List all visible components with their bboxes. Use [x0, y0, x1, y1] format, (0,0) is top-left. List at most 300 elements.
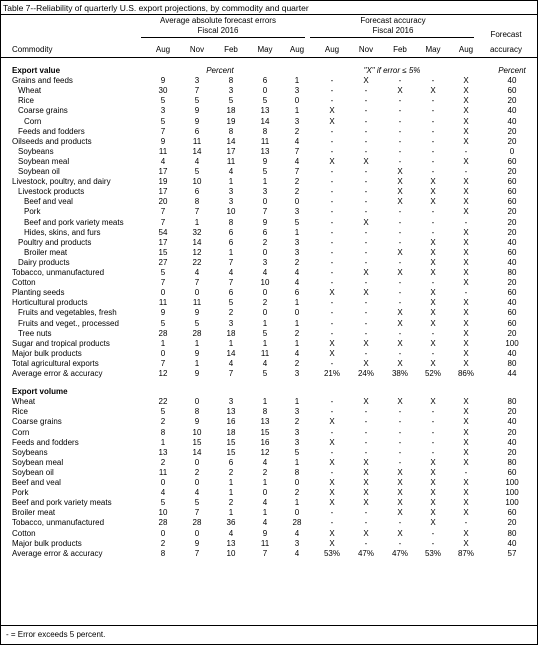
- error-cell: 7: [160, 207, 166, 217]
- error-cell: 4: [262, 358, 268, 368]
- error-cell: 1: [228, 478, 234, 487]
- error-cell: 15: [158, 247, 168, 257]
- error-cell: 14: [192, 237, 202, 247]
- accuracy-cell: -: [398, 407, 402, 417]
- error-cell: 13: [226, 538, 236, 548]
- error-cell: 13: [260, 417, 270, 427]
- row-label: Grains and feeds: [12, 76, 73, 86]
- accuracy-cell: X: [397, 197, 403, 207]
- error-cell: 54: [158, 227, 168, 237]
- accuracy-cell: X: [397, 167, 403, 176]
- error-cell: 1: [228, 177, 234, 187]
- forecast-accuracy-cell: 60: [507, 467, 517, 477]
- error-cell: 4: [228, 528, 234, 538]
- accuracy-cell: -: [398, 457, 402, 467]
- accuracy-cell: X: [397, 467, 403, 477]
- accuracy-cell: -: [330, 447, 334, 457]
- row-label: Fruits and vegetables, fresh: [18, 308, 117, 318]
- forecast-accuracy-cell: 40: [507, 437, 517, 447]
- error-cell: 6: [228, 288, 234, 298]
- title-rule: [0, 14, 538, 15]
- accuracy-cell: -: [431, 207, 435, 217]
- accuracy-cell: X: [397, 397, 403, 407]
- row-label: Cotton: [12, 528, 36, 538]
- row-label: Livestock products: [18, 187, 85, 197]
- error-cell: 0: [160, 288, 166, 298]
- error-cell: 16: [226, 417, 236, 427]
- error-cell: 8: [194, 407, 200, 417]
- accuracy-cell: X: [430, 457, 436, 467]
- accuracy-cell: X: [430, 467, 436, 477]
- forecast-accuracy-cell: 57: [507, 548, 517, 558]
- row-label: Livestock, poultry, and dairy: [12, 177, 111, 187]
- row-label: Soybean meal: [12, 457, 64, 467]
- accuracy-cell: -: [330, 86, 334, 96]
- error-cell: 3: [294, 86, 300, 96]
- accuracy-cell: -: [398, 538, 402, 548]
- error-cell: 11: [226, 156, 236, 166]
- month-heading-acc-3: May: [425, 45, 441, 54]
- error-cell: 18: [226, 328, 236, 338]
- row-label: Tobacco, unmanufactured: [12, 268, 105, 277]
- forecast-accuracy-cell: 60: [507, 308, 517, 318]
- forecast-accuracy-cell: 20: [507, 278, 517, 288]
- error-cell: 5: [160, 498, 166, 508]
- error-cell: 28: [158, 518, 168, 528]
- accuracy-cell: X: [430, 508, 436, 518]
- accuracy-cell: X: [463, 427, 469, 437]
- error-cell: 13: [260, 106, 270, 116]
- accuracy-cell: X: [463, 478, 469, 487]
- forecast-accuracy-cell: 20: [507, 96, 517, 106]
- error-cell: 0: [294, 96, 300, 106]
- error-cell: 0: [294, 308, 300, 318]
- error-cell: 6: [294, 288, 300, 298]
- month-heading-acc-1: Nov: [358, 45, 374, 54]
- accuracy-cell: X: [463, 247, 469, 257]
- error-cell: 10: [192, 177, 202, 187]
- accuracy-cell: -: [364, 538, 368, 548]
- error-cell: 2: [294, 257, 300, 267]
- error-cell: 1: [294, 227, 300, 237]
- error-cell: 6: [228, 237, 234, 247]
- forecast-accuracy-cell: 60: [507, 86, 517, 96]
- forecast-accuracy-cell: 20: [507, 407, 517, 417]
- accuracy-cell: -: [364, 177, 368, 187]
- error-cell: 1: [294, 298, 300, 308]
- error-cell: 0: [262, 488, 268, 498]
- error-cell: 10: [158, 508, 168, 518]
- error-cell: 7: [194, 508, 200, 518]
- error-cell: 2: [294, 328, 300, 338]
- forecast-accuracy-cell: 40: [507, 298, 517, 308]
- error-cell: 36: [226, 518, 236, 528]
- accuracy-cell: -: [431, 227, 435, 237]
- error-cell: 3: [228, 86, 234, 96]
- accuracy-cell: X: [463, 197, 469, 207]
- error-cell: 17: [158, 237, 168, 247]
- accuracy-cell: X: [329, 106, 335, 116]
- accuracy-cell: X: [430, 308, 436, 318]
- accuracy-cell: -: [464, 467, 468, 477]
- accuracy-cell: -: [364, 308, 368, 318]
- error-cell: 6: [262, 227, 268, 237]
- error-cell: 19: [158, 177, 168, 187]
- accuracy-cell: X: [329, 417, 335, 427]
- accuracy-cell: 47%: [391, 548, 408, 558]
- accuracy-cell: -: [330, 268, 334, 277]
- forecast-accuracy-cell: 60: [507, 247, 517, 257]
- row-label: Corn: [24, 116, 42, 126]
- forecast-accuracy-cell: 40: [507, 106, 517, 116]
- accuracy-cell: X: [329, 538, 335, 548]
- error-cell: 8: [262, 407, 268, 417]
- accuracy-cell: X: [363, 467, 369, 477]
- accuracy-cell: -: [330, 407, 334, 417]
- row-label: Oilseeds and products: [12, 136, 92, 146]
- accuracy-cell: X: [463, 397, 469, 407]
- error-cell: 11: [192, 298, 202, 308]
- accuracy-cell: X: [397, 86, 403, 96]
- error-cell: 1: [228, 338, 234, 348]
- accuracy-cell: X: [363, 268, 369, 277]
- accuracy-cell: -: [330, 167, 334, 176]
- error-cell: 5: [160, 318, 166, 328]
- accuracy-cell: 53%: [424, 548, 441, 558]
- error-cell: 3: [294, 437, 300, 447]
- errors-group-rule: [141, 37, 305, 38]
- error-cell: 27: [158, 257, 168, 267]
- accuracy-cell: -: [398, 116, 402, 126]
- row-label: Beef and pork variety meats: [24, 217, 124, 227]
- error-cell: 5: [160, 96, 166, 106]
- forecast-accuracy-cell: 20: [507, 126, 517, 136]
- error-cell: 3: [294, 407, 300, 417]
- accuracy-cell: -: [431, 407, 435, 417]
- accuracy-cell: X: [463, 407, 469, 417]
- accuracy-cell: -: [364, 407, 368, 417]
- accuracy-cell: -: [330, 197, 334, 207]
- error-cell: 10: [260, 278, 270, 288]
- error-cell: 2: [294, 358, 300, 368]
- row-label: Soybean oil: [18, 167, 60, 176]
- error-cell: 4: [294, 548, 300, 558]
- accuracy-cell: X: [463, 126, 469, 136]
- accuracy-cell: X: [463, 457, 469, 467]
- forecast-accuracy-cell: 40: [507, 257, 517, 267]
- accuracy-cell: -: [330, 467, 334, 477]
- accuracy-cell: -: [330, 96, 334, 106]
- accuracy-cell: 38%: [391, 369, 408, 378]
- accuracy-cell: X: [329, 528, 335, 538]
- error-cell: 32: [192, 227, 202, 237]
- error-cell: 8: [228, 76, 234, 86]
- error-cell: 3: [228, 187, 234, 197]
- forecast-accuracy-cell: 40: [507, 237, 517, 247]
- error-cell: 4: [194, 268, 200, 277]
- error-cell: 7: [160, 217, 166, 227]
- accuracy-cell: -: [464, 167, 468, 176]
- row-label: Pork: [24, 207, 41, 217]
- error-cell: 15: [260, 427, 270, 437]
- error-cell: 6: [262, 76, 268, 86]
- accuracy-cell: -: [398, 96, 402, 106]
- accuracy-cell: X: [397, 488, 403, 498]
- forecast-accuracy-cell: 40: [507, 348, 517, 358]
- accuracy-cell: X: [430, 288, 436, 298]
- accuracy-cell: X: [363, 288, 369, 298]
- accuracy-cell: X: [463, 318, 469, 328]
- accuracy-cell: -: [364, 126, 368, 136]
- error-cell: 20: [158, 197, 168, 207]
- error-cell: 3: [262, 187, 268, 197]
- error-cell: 14: [226, 136, 236, 146]
- accuracy-cell: X: [329, 338, 335, 348]
- accuracy-cell: -: [398, 76, 402, 86]
- accuracy-cell: X: [463, 447, 469, 457]
- error-cell: 1: [294, 106, 300, 116]
- accuracy-cell: X: [463, 237, 469, 247]
- accuracy-cell: X: [397, 338, 403, 348]
- error-cell: 5: [194, 498, 200, 508]
- month-heading-acc-2: Feb: [393, 45, 407, 54]
- error-cell: 12: [260, 447, 270, 457]
- accuracy-cell: X: [329, 457, 335, 467]
- row-label: Feeds and fodders: [12, 437, 79, 447]
- error-cell: 1: [194, 217, 200, 227]
- accuracy-cell: X: [463, 437, 469, 447]
- error-cell: 7: [228, 278, 234, 288]
- accuracy-cell: X: [463, 328, 469, 338]
- accuracy-cell: -: [398, 217, 402, 227]
- error-cell: 11: [158, 298, 168, 308]
- month-heading-err-0: Aug: [155, 45, 171, 54]
- row-label: Coarse grains: [18, 106, 68, 116]
- accuracy-group-rule: [310, 37, 474, 38]
- accuracy-cell: 52%: [424, 369, 441, 378]
- accuracy-cell: X: [397, 308, 403, 318]
- error-cell: 9: [194, 348, 200, 358]
- error-cell: 4: [262, 518, 268, 528]
- error-cell: 8: [294, 467, 300, 477]
- accuracy-cell: X: [363, 457, 369, 467]
- accuracy-cell: X: [463, 348, 469, 358]
- row-label: Wheat: [18, 86, 42, 96]
- forecast-accuracy-cell: 20: [507, 167, 517, 176]
- accuracy-cell: -: [398, 136, 402, 146]
- accuracy-cell: X: [363, 156, 369, 166]
- error-cell: 2: [160, 538, 166, 548]
- units-errors: Percent: [206, 66, 234, 75]
- error-cell: 4: [194, 156, 200, 166]
- error-cell: 22: [192, 257, 202, 267]
- forecast-accuracy-cell: 80: [507, 268, 517, 277]
- month-heading-err-4: Aug: [289, 45, 305, 54]
- accuracy-cell: X: [430, 177, 436, 187]
- forecast-accuracy-cell: 100: [505, 488, 519, 498]
- error-cell: 17: [158, 167, 168, 176]
- error-cell: 4: [294, 268, 300, 277]
- error-cell: 0: [160, 528, 166, 538]
- accuracy-cell: X: [463, 227, 469, 237]
- accuracy-cell: -: [398, 328, 402, 338]
- row-label: Major bulk products: [12, 538, 82, 548]
- accuracy-cell: X: [463, 498, 469, 508]
- error-cell: 4: [228, 358, 234, 368]
- error-cell: 9: [194, 417, 200, 427]
- forecast-accuracy-cell: 44: [507, 369, 517, 378]
- accuracy-cell: 87%: [457, 548, 474, 558]
- forecast-accuracy-cell: 20: [507, 207, 517, 217]
- accuracy-cell: 21%: [323, 369, 340, 378]
- accuracy-cell: -: [330, 278, 334, 288]
- error-cell: 1: [294, 457, 300, 467]
- error-cell: 2: [194, 467, 200, 477]
- accuracy-cell: -: [398, 106, 402, 116]
- accuracy-cell: -: [431, 146, 435, 156]
- accuracy-cell: -: [330, 126, 334, 136]
- error-cell: 11: [158, 467, 168, 477]
- accuracy-cell: X: [463, 106, 469, 116]
- accuracy-cell: -: [364, 86, 368, 96]
- accuracy-cell: -: [364, 207, 368, 217]
- accuracy-cell: X: [363, 488, 369, 498]
- error-cell: 7: [194, 207, 200, 217]
- accuracy-cell: X: [430, 518, 436, 528]
- error-cell: 9: [194, 116, 200, 126]
- error-cell: 4: [262, 457, 268, 467]
- forecast-accuracy-cell: 20: [507, 427, 517, 437]
- accuracy-cell: -: [330, 146, 334, 156]
- accuracy-cell: -: [330, 187, 334, 197]
- accuracy-cell: X: [397, 358, 403, 368]
- error-cell: 3: [194, 76, 200, 86]
- forecast-accuracy-cell: 60: [507, 197, 517, 207]
- accuracy-cell: X: [329, 156, 335, 166]
- error-cell: 4: [228, 167, 234, 176]
- row-label: Broiler meat: [12, 508, 56, 518]
- error-cell: 7: [294, 167, 300, 176]
- error-cell: 2: [294, 126, 300, 136]
- accuracy-cell: X: [463, 268, 469, 277]
- accuracy-cell: X: [329, 348, 335, 358]
- row-label: Broiler meat: [24, 247, 68, 257]
- accuracy-cell: X: [397, 177, 403, 187]
- error-cell: 28: [292, 518, 302, 528]
- error-cell: 18: [226, 106, 236, 116]
- error-cell: 1: [294, 338, 300, 348]
- error-cell: 3: [294, 116, 300, 126]
- row-label: Dairy products: [18, 257, 70, 267]
- accuracy-cell: X: [397, 508, 403, 518]
- accuracy-cell: X: [430, 478, 436, 487]
- error-cell: 14: [226, 348, 236, 358]
- error-cell: 2: [294, 417, 300, 427]
- accuracy-cell: X: [363, 397, 369, 407]
- error-cell: 1: [294, 318, 300, 328]
- accuracy-cell: X: [363, 76, 369, 86]
- accuracy-cell: X: [463, 538, 469, 548]
- error-cell: 13: [158, 447, 168, 457]
- error-cell: 17: [158, 187, 168, 197]
- accuracy-cell: X: [363, 528, 369, 538]
- error-cell: 8: [194, 197, 200, 207]
- accuracy-cell: -: [330, 136, 334, 146]
- accuracy-cell: X: [463, 338, 469, 348]
- accuracy-cell: X: [397, 247, 403, 257]
- forecast-accuracy-cell: 0: [509, 146, 515, 156]
- accuracy-cell: X: [329, 288, 335, 298]
- error-cell: 1: [262, 478, 268, 487]
- error-cell: 10: [226, 548, 236, 558]
- forecast-accuracy-cell: 20: [507, 447, 517, 457]
- error-cell: 4: [228, 268, 234, 277]
- error-cell: 14: [192, 146, 202, 156]
- accuracy-cell: X: [463, 488, 469, 498]
- error-cell: 1: [262, 318, 268, 328]
- error-cell: 5: [262, 96, 268, 106]
- accuracy-cell: -: [330, 427, 334, 437]
- accuracy-cell: -: [398, 227, 402, 237]
- error-cell: 9: [194, 369, 200, 378]
- error-cell: 5: [160, 268, 166, 277]
- error-cell: 4: [294, 156, 300, 166]
- error-cell: 2: [160, 417, 166, 427]
- error-cell: 0: [262, 86, 268, 96]
- accuracy-cell: X: [430, 86, 436, 96]
- error-cell: 4: [262, 498, 268, 508]
- error-cell: 4: [262, 268, 268, 277]
- error-cell: 3: [294, 427, 300, 437]
- units-forecast: Percent: [498, 66, 526, 75]
- accuracy-cell: -: [364, 328, 368, 338]
- accuracy-cell: -: [464, 146, 468, 156]
- accuracy-cell: -: [364, 136, 368, 146]
- error-cell: 7: [160, 126, 166, 136]
- accuracy-cell: X: [329, 437, 335, 447]
- accuracy-cell: -: [431, 167, 435, 176]
- error-cell: 4: [294, 278, 300, 288]
- error-cell: 3: [228, 397, 234, 407]
- error-cell: 17: [226, 146, 236, 156]
- error-cell: 15: [226, 437, 236, 447]
- forecast-accuracy-cell: 20: [507, 518, 517, 528]
- accuracy-cell: -: [398, 207, 402, 217]
- accuracy-cell: -: [431, 427, 435, 437]
- error-cell: 5: [194, 96, 200, 106]
- error-cell: 7: [228, 369, 234, 378]
- accuracy-cell: -: [364, 278, 368, 288]
- row-label: Corn: [12, 427, 30, 437]
- error-cell: 1: [262, 338, 268, 348]
- accuracy-cell: -: [364, 437, 368, 447]
- accuracy-cell: X: [397, 268, 403, 277]
- error-cell: 9: [194, 308, 200, 318]
- error-cell: 6: [228, 457, 234, 467]
- accuracy-cell: -: [431, 447, 435, 457]
- row-label: Tree nuts: [18, 328, 52, 338]
- error-cell: 2: [228, 308, 234, 318]
- error-cell: 11: [260, 538, 270, 548]
- accuracy-cell: X: [463, 177, 469, 187]
- error-cell: 2: [160, 457, 166, 467]
- accuracy-cell: -: [431, 76, 435, 86]
- accuracy-cell: -: [330, 318, 334, 328]
- accuracy-cell: X: [463, 508, 469, 518]
- accuracy-cell: -: [364, 508, 368, 518]
- error-cell: 13: [226, 407, 236, 417]
- error-cell: 12: [158, 369, 168, 378]
